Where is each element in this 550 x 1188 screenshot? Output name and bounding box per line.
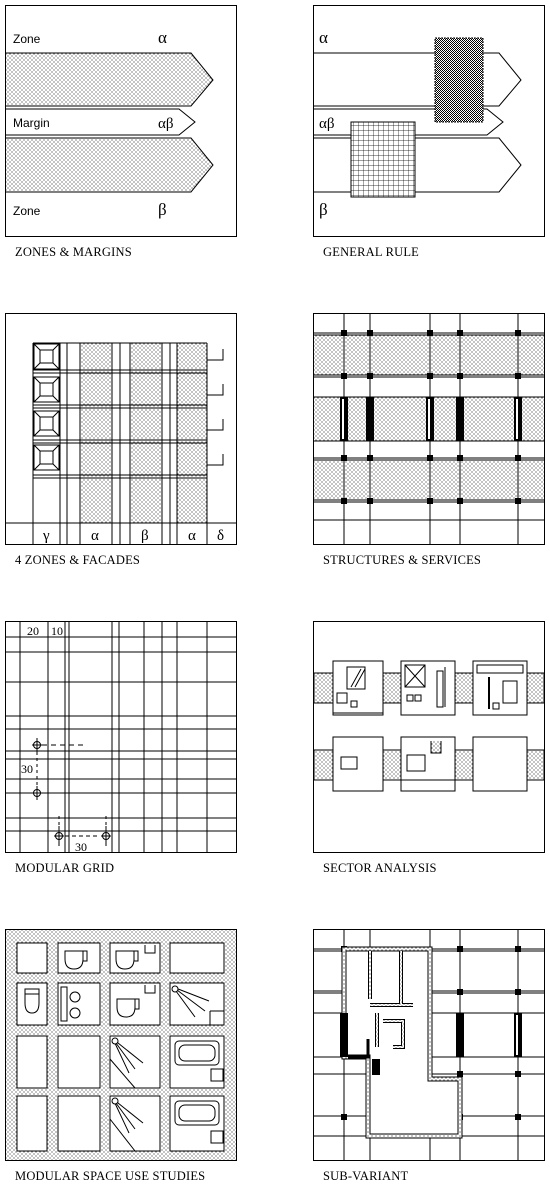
sector-f — [473, 737, 527, 791]
upper-sectors — [333, 661, 527, 715]
sector-analysis-caption: SECTOR ANALYSIS — [323, 861, 437, 875]
zones-facades-caption: 4 ZONES & FACADES — [15, 553, 141, 567]
space-use-caption: MODULAR SPACE USE STUDIES — [15, 1169, 206, 1183]
window-1 — [34, 344, 59, 369]
alpha-label: α — [319, 28, 328, 47]
sub-variant-panel — [313, 929, 545, 1161]
sub-variant-diagram — [313, 929, 545, 1161]
gamma-label: γ — [43, 528, 50, 544]
general-rule-caption: GENERAL RULE — [323, 245, 420, 259]
zones-margins-diagram — [5, 5, 237, 237]
sector-analysis-diagram — [313, 621, 545, 853]
zones-facades-panel — [5, 313, 237, 545]
zone-alpha-arrow — [6, 53, 214, 106]
grid-hatch-block — [351, 122, 415, 197]
delta-label: δ — [217, 528, 225, 544]
alpha-label: α — [158, 28, 167, 47]
space-use-panel — [5, 929, 237, 1161]
structures-services-caption: STRUCTURES & SERVICES — [323, 553, 482, 567]
window-4 — [34, 445, 59, 470]
dimension-10-label: 10 — [51, 624, 63, 638]
dimension-20-label: 20 — [27, 624, 39, 638]
service-shaft-left — [340, 1013, 348, 1057]
modular-grid-panel — [5, 621, 237, 853]
sub-variant-caption: SUB-VARIANT — [323, 1169, 409, 1183]
band-bottom — [314, 460, 544, 500]
alpha-label: α — [91, 528, 99, 544]
structures-services-panel — [313, 313, 545, 545]
zone-beta-arrow — [6, 138, 214, 192]
general-rule-panel — [313, 5, 545, 237]
service-shaft-inner — [372, 1059, 380, 1075]
lower-sectors — [333, 737, 527, 791]
alphabeta-label: αβ — [158, 116, 174, 132]
margin-label: Margin — [13, 116, 50, 130]
sector-analysis-panel — [313, 621, 545, 853]
zones-margins-caption: ZONES & MARGINS — [15, 245, 132, 259]
beta-label: β — [319, 200, 328, 219]
beta-label: β — [158, 200, 167, 219]
zone-beta-arrow — [314, 138, 522, 192]
window-2 — [34, 377, 59, 402]
modular-grid-diagram — [5, 621, 237, 853]
zone-bottom-label: Zone — [13, 204, 41, 218]
beta-label: β — [141, 528, 149, 544]
toilet-icon — [25, 989, 39, 1013]
dimension-30-horizontal-label: 30 — [75, 840, 87, 854]
alpha2-label: α — [188, 528, 196, 544]
dimension-30-vertical-label: 30 — [21, 762, 33, 776]
zones-margins-panel — [5, 5, 237, 237]
sector-c — [473, 661, 527, 715]
dense-hatch-block — [435, 38, 483, 122]
alphabeta-label: αβ — [319, 116, 335, 132]
space-use-diagram — [5, 929, 237, 1161]
sector-e — [401, 737, 455, 791]
window-3 — [34, 411, 59, 436]
band-top — [314, 335, 544, 375]
structures-services-diagram — [313, 313, 545, 545]
zone-top-label: Zone — [13, 32, 41, 46]
zones-facades-diagram — [5, 313, 237, 545]
general-rule-diagram — [313, 5, 545, 237]
sector-a — [333, 661, 383, 715]
zone-alpha-arrow — [314, 53, 522, 106]
modular-grid-caption: MODULAR GRID — [15, 861, 115, 875]
